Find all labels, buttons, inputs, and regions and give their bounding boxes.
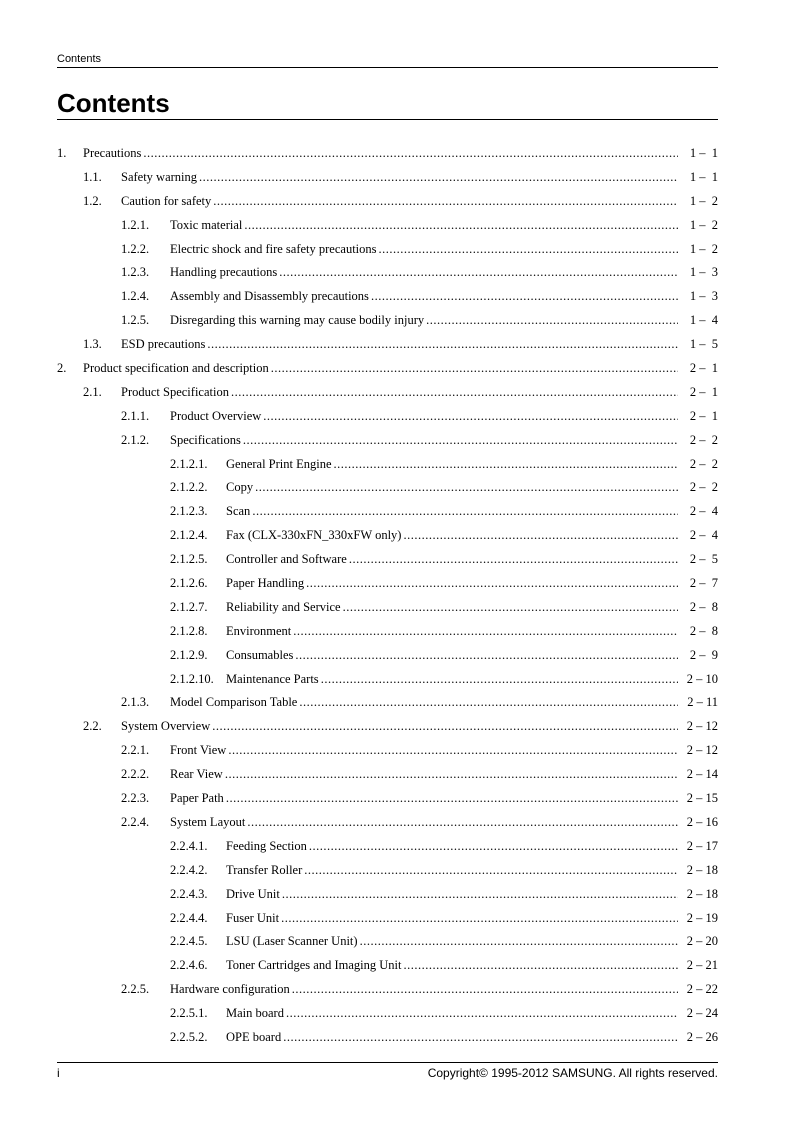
- toc-entry-title: Fax (CLX-330xFN_330xFW only): [226, 528, 402, 543]
- toc-entry-page: 2 – 1: [689, 408, 718, 423]
- toc-entry-number: 2.1.2.1.: [170, 456, 208, 471]
- toc-entry[interactable]: [0, 739, 793, 763]
- toc-dot-leader: [283, 1030, 678, 1045]
- toc-dot-leader: [199, 170, 678, 185]
- toc-dot-leader: [228, 743, 678, 758]
- toc-entry-leader-group: [170, 695, 679, 710]
- toc-entry-leader-group: [170, 218, 679, 233]
- toc-entry-page: 2 – 5: [689, 552, 718, 567]
- toc-dot-leader: [321, 672, 678, 687]
- toc-entry[interactable]: [0, 333, 793, 357]
- toc-entry-leader-group: [170, 289, 679, 304]
- title-divider: [57, 119, 718, 120]
- toc-entry[interactable]: [0, 811, 793, 835]
- toc-entry-leader-group: [83, 361, 679, 376]
- toc-entry-title: Reliability and Service: [226, 599, 341, 614]
- toc-dot-leader: [360, 934, 678, 949]
- toc-entry-number: 2.: [57, 361, 67, 376]
- toc-dot-leader: [349, 552, 678, 567]
- toc-dot-leader: [426, 313, 678, 328]
- toc-entry-leader-group: [226, 624, 679, 639]
- toc-entry-leader-group: [226, 1006, 679, 1021]
- toc-entry[interactable]: [0, 620, 793, 644]
- toc-entry[interactable]: [0, 691, 793, 715]
- toc-entry-page: 2 – 12: [686, 743, 718, 758]
- toc-entry-number: 1.1.: [83, 169, 102, 184]
- toc-entry-number: 1.2.1.: [121, 217, 150, 232]
- toc-entry[interactable]: [0, 453, 793, 477]
- toc-entry-leader-group: [170, 265, 679, 280]
- toc-dot-leader: [379, 242, 678, 257]
- toc-entry-leader-group: [226, 672, 679, 687]
- toc-entry-title: Model Comparison Table: [170, 695, 298, 710]
- toc-entry[interactable]: [0, 930, 793, 954]
- toc-dot-leader: [252, 504, 678, 519]
- toc-entry-leader-group: [170, 982, 679, 997]
- toc-dot-leader: [403, 958, 678, 973]
- toc-entry-page: 1 – 5: [689, 337, 718, 352]
- toc-entry-title: Product specification and description: [83, 361, 269, 376]
- toc-entry-number: 2.2.4.4.: [170, 910, 208, 925]
- header-divider: [57, 67, 718, 68]
- toc-entry-title: Copy: [226, 480, 254, 495]
- toc-entry-page: 2 – 9: [689, 647, 718, 662]
- toc-entry-number: 2.1.2.5.: [170, 552, 208, 567]
- toc-entry-page: 1 – 1: [689, 169, 718, 184]
- toc-dot-leader: [295, 648, 678, 663]
- toc-entry-number: 2.2.2.: [121, 767, 150, 782]
- toc-entry-title: System Layout: [170, 814, 246, 829]
- toc-entry[interactable]: [0, 357, 793, 381]
- toc-entry-number: 2.2.4.1.: [170, 838, 208, 853]
- toc-entry-page: 2 – 2: [689, 480, 718, 495]
- toc-entry-page: 1 – 3: [689, 289, 718, 304]
- toc-entry-leader-group: [226, 887, 679, 902]
- toc-entry-page: 1 – 2: [689, 241, 718, 256]
- toc-entry-title: Main board: [226, 1006, 284, 1021]
- toc-entry[interactable]: [0, 883, 793, 907]
- toc-entry-leader-group: [170, 242, 679, 257]
- toc-entry-title: Electric shock and fire safety precautions: [170, 241, 377, 256]
- toc-entry-title: Environment: [226, 623, 292, 638]
- toc-entry-page: 1 – 4: [689, 313, 718, 328]
- toc-entry-number: 1.2.5.: [121, 313, 150, 328]
- toc-entry[interactable]: [0, 1026, 793, 1050]
- toc-entry-title: Scan: [226, 504, 251, 519]
- toc-entry-title: Specifications: [170, 432, 241, 447]
- toc-entry-page: 2 – 4: [689, 504, 718, 519]
- toc-entry[interactable]: [0, 429, 793, 453]
- toc-entry-title: Handling precautions: [170, 265, 278, 280]
- toc-entry-page: 2 – 8: [689, 623, 718, 638]
- toc-entry-number: 2.2.3.: [121, 791, 150, 806]
- toc-entry-leader-group: [121, 385, 679, 400]
- toc-entry-page: 2 – 17: [686, 838, 718, 853]
- toc-entry[interactable]: [0, 285, 793, 309]
- toc-entry-leader-group: [121, 194, 679, 209]
- table-of-contents: [0, 142, 793, 1050]
- toc-dot-leader: [304, 863, 678, 878]
- toc-entry-number: 2.2.5.2.: [170, 1029, 208, 1044]
- toc-entry[interactable]: [0, 1002, 793, 1026]
- toc-dot-leader: [292, 982, 678, 997]
- toc-entry[interactable]: [0, 476, 793, 500]
- toc-entry[interactable]: [0, 787, 793, 811]
- toc-entry-number: 1.2.3.: [121, 265, 150, 280]
- toc-entry-title: Drive Unit: [226, 886, 280, 901]
- toc-entry-page: 2 – 11: [687, 695, 718, 710]
- toc-dot-leader: [212, 719, 678, 734]
- toc-dot-leader: [343, 600, 678, 615]
- toc-entry-page: 1 – 2: [689, 217, 718, 232]
- toc-entry-page: 2 – 8: [689, 599, 718, 614]
- toc-entry-number: 1.: [57, 146, 67, 160]
- toc-entry-number: 1.2.4.: [121, 289, 150, 304]
- toc-entry-page: 2 – 1: [689, 361, 718, 376]
- toc-entry-number: 2.1.2.: [121, 432, 150, 447]
- toc-dot-leader: [309, 839, 678, 854]
- toc-entry-number: 2.1.: [83, 384, 102, 399]
- toc-entry-page: 2 – 2: [689, 432, 718, 447]
- toc-entry-title: Disregarding this warning may cause bodily injury: [170, 313, 425, 328]
- toc-entry-number: 1.3.: [83, 337, 102, 352]
- toc-entry-number: 2.1.2.2.: [170, 480, 208, 495]
- toc-entry-title: General Print Engine: [226, 456, 332, 471]
- toc-entry-leader-group: [170, 743, 679, 758]
- toc-entry[interactable]: [0, 214, 793, 238]
- toc-entry-number: 2.1.3.: [121, 695, 150, 710]
- toc-entry-page: 2 – 7: [689, 576, 718, 591]
- toc-entry-page: 2 – 16: [686, 814, 718, 829]
- toc-entry-page: 1 – 2: [689, 193, 718, 208]
- toc-entry-page: 2 – 21: [686, 958, 718, 973]
- toc-entry[interactable]: [0, 978, 793, 1002]
- toc-entry-title: Product Overview: [170, 408, 262, 423]
- toc-dot-leader: [213, 194, 678, 209]
- toc-entry-page: 2 – 14: [686, 767, 718, 782]
- toc-dot-leader: [403, 528, 678, 543]
- toc-entry-leader-group: [226, 863, 679, 878]
- toc-entry-page: 2 – 10: [686, 671, 718, 686]
- toc-entry-title: Paper Path: [170, 791, 224, 806]
- toc-dot-leader: [226, 791, 678, 806]
- toc-dot-leader: [334, 457, 678, 472]
- toc-entry[interactable]: [0, 835, 793, 859]
- toc-entry-title: Consumables: [226, 647, 294, 662]
- toc-entry-page: 2 – 22: [686, 982, 718, 997]
- toc-dot-leader: [371, 289, 678, 304]
- toc-dot-leader: [243, 433, 678, 448]
- toc-entry-leader-group: [121, 170, 679, 185]
- toc-entry-leader-group: [226, 648, 679, 663]
- toc-entry-number: 2.2.4.3.: [170, 886, 208, 901]
- toc-entry-leader-group: [226, 600, 679, 615]
- running-header: Contents: [57, 53, 102, 65]
- toc-entry-number: 2.1.2.6.: [170, 576, 208, 591]
- toc-entry-leader-group: [170, 313, 679, 328]
- toc-entry[interactable]: [0, 142, 793, 166]
- toc-entry[interactable]: [0, 524, 793, 548]
- toc-entry-page: 2 – 12: [686, 719, 718, 734]
- toc-entry-title: Caution for safety: [121, 193, 212, 208]
- toc-entry-leader-group: [226, 480, 679, 495]
- toc-entry[interactable]: [0, 572, 793, 596]
- toc-entry[interactable]: [0, 715, 793, 739]
- toc-entry-page: 2 – 4: [689, 528, 718, 543]
- toc-entry-page: 2 – 1: [689, 384, 718, 399]
- toc-entry-page: 2 – 19: [686, 910, 718, 925]
- toc-dot-leader: [247, 815, 678, 830]
- toc-entry[interactable]: [0, 907, 793, 931]
- toc-entry-number: 2.2.5.: [121, 982, 150, 997]
- toc-dot-leader: [281, 911, 678, 926]
- toc-entry[interactable]: [0, 859, 793, 883]
- toc-entry-number: 2.1.2.10.: [170, 671, 214, 686]
- toc-entry-leader-group: [226, 528, 679, 543]
- toc-entry-page: 2 – 18: [686, 886, 718, 901]
- toc-entry-leader-group: [121, 719, 679, 734]
- toc-entry-title: Toner Cartridges and Imaging Unit: [226, 958, 402, 973]
- copyright-notice: Copyright© 1995-2012 SAMSUNG. All rights reserved.: [427, 1066, 718, 1080]
- toc-entry-leader-group: [170, 409, 679, 424]
- toc-entry-title: ESD precautions: [121, 337, 206, 352]
- toc-entry-leader-group: [226, 576, 679, 591]
- toc-entry-title: Rear View: [170, 767, 223, 782]
- toc-entry-number: 2.2.4.: [121, 814, 150, 829]
- toc-entry-number: 2.1.2.4.: [170, 528, 208, 543]
- toc-entry-number: 2.2.4.5.: [170, 934, 208, 949]
- toc-entry-title: OPE board: [226, 1029, 282, 1044]
- toc-entry[interactable]: [0, 309, 793, 333]
- toc-entry-number: 2.2.5.1.: [170, 1006, 208, 1021]
- toc-dot-leader: [231, 385, 678, 400]
- toc-entry-leader-group: [226, 934, 679, 949]
- toc-entry-title: Transfer Roller: [226, 862, 303, 877]
- toc-entry-title: Front View: [170, 743, 227, 758]
- toc-dot-leader: [225, 767, 678, 782]
- toc-dot-leader: [271, 361, 678, 376]
- toc-entry-leader-group: [226, 552, 679, 567]
- toc-entry-title: Toxic material: [170, 217, 243, 232]
- toc-entry-leader-group: [170, 815, 679, 830]
- toc-dot-leader: [306, 576, 678, 591]
- toc-entry[interactable]: [0, 668, 793, 692]
- toc-entry-number: 1.2.: [83, 193, 102, 208]
- page-title: Contents: [57, 88, 170, 118]
- toc-entry-leader-group: [226, 911, 679, 926]
- toc-entry-page: 2 – 24: [686, 1006, 718, 1021]
- toc-dot-leader: [207, 337, 678, 352]
- toc-entry-leader-group: [226, 504, 679, 519]
- toc-entry[interactable]: [0, 405, 793, 429]
- toc-entry[interactable]: [0, 166, 793, 190]
- toc-entry-number: 2.1.2.7.: [170, 599, 208, 614]
- toc-entry[interactable]: [0, 238, 793, 262]
- toc-entry-number: 2.1.2.3.: [170, 504, 208, 519]
- toc-entry-leader-group: [170, 767, 679, 782]
- toc-dot-leader: [244, 218, 678, 233]
- toc-dot-leader: [143, 146, 678, 161]
- toc-entry-number: 2.2.4.2.: [170, 862, 208, 877]
- toc-entry-title: LSU (Laser Scanner Unit): [226, 934, 358, 949]
- toc-entry-number: 2.1.1.: [121, 408, 150, 423]
- toc-entry[interactable]: [0, 190, 793, 214]
- toc-entry[interactable]: [0, 500, 793, 524]
- toc-entry-title: Product Specification: [121, 384, 229, 399]
- toc-entry-title: Paper Handling: [226, 576, 305, 591]
- toc-entry-page: 2 – 15: [686, 791, 718, 806]
- toc-dot-leader: [279, 265, 678, 280]
- toc-entry[interactable]: [0, 763, 793, 787]
- toc-dot-leader: [263, 409, 678, 424]
- toc-entry[interactable]: [0, 596, 793, 620]
- toc-entry-number: 2.1.2.8.: [170, 623, 208, 638]
- toc-dot-leader: [282, 887, 678, 902]
- toc-entry-title: Assembly and Disassembly precautions: [170, 289, 369, 304]
- toc-entry-page: 1 – 3: [689, 265, 718, 280]
- page-number: i: [57, 1066, 60, 1080]
- toc-dot-leader: [299, 695, 678, 710]
- toc-entry-title: Safety warning: [121, 169, 198, 184]
- toc-entry-page: 2 – 2: [689, 456, 718, 471]
- toc-entry[interactable]: [0, 261, 793, 285]
- toc-entry-title: Fuser Unit: [226, 910, 280, 925]
- toc-entry-number: 2.2.4.6.: [170, 958, 208, 973]
- toc-entry-leader-group: [83, 146, 679, 161]
- toc-entry-page: 2 – 20: [686, 934, 718, 949]
- toc-entry[interactable]: [0, 548, 793, 572]
- toc-entry-leader-group: [170, 433, 679, 448]
- toc-entry-title: Controller and Software: [226, 552, 347, 567]
- toc-entry-title: Hardware configuration: [170, 982, 290, 997]
- toc-entry-leader-group: [226, 958, 679, 973]
- toc-entry-leader-group: [121, 337, 679, 352]
- toc-entry[interactable]: [0, 954, 793, 978]
- toc-entry-number: 1.2.2.: [121, 241, 150, 256]
- toc-entry[interactable]: [0, 381, 793, 405]
- toc-entry-leader-group: [226, 839, 679, 854]
- toc-entry-page: 1 – 1: [689, 146, 718, 160]
- toc-entry-page: 2 – 26: [686, 1029, 718, 1044]
- toc-entry-title: Maintenance Parts: [226, 671, 319, 686]
- toc-dot-leader: [255, 480, 678, 495]
- toc-entry-title: Feeding Section: [226, 838, 307, 853]
- toc-entry-leader-group: [170, 791, 679, 806]
- toc-entry-title: Precautions: [83, 146, 142, 160]
- toc-entry-page: 2 – 18: [686, 862, 718, 877]
- toc-entry-title: System Overview: [121, 719, 211, 734]
- toc-entry-number: 2.1.2.9.: [170, 647, 208, 662]
- toc-entry-leader-group: [226, 457, 679, 472]
- footer-divider: [57, 1062, 718, 1063]
- toc-entry-number: 2.2.1.: [121, 743, 150, 758]
- toc-entry[interactable]: [0, 644, 793, 668]
- toc-dot-leader: [286, 1006, 678, 1021]
- toc-dot-leader: [293, 624, 678, 639]
- toc-entry-number: 2.2.: [83, 719, 102, 734]
- toc-entry-leader-group: [226, 1030, 679, 1045]
